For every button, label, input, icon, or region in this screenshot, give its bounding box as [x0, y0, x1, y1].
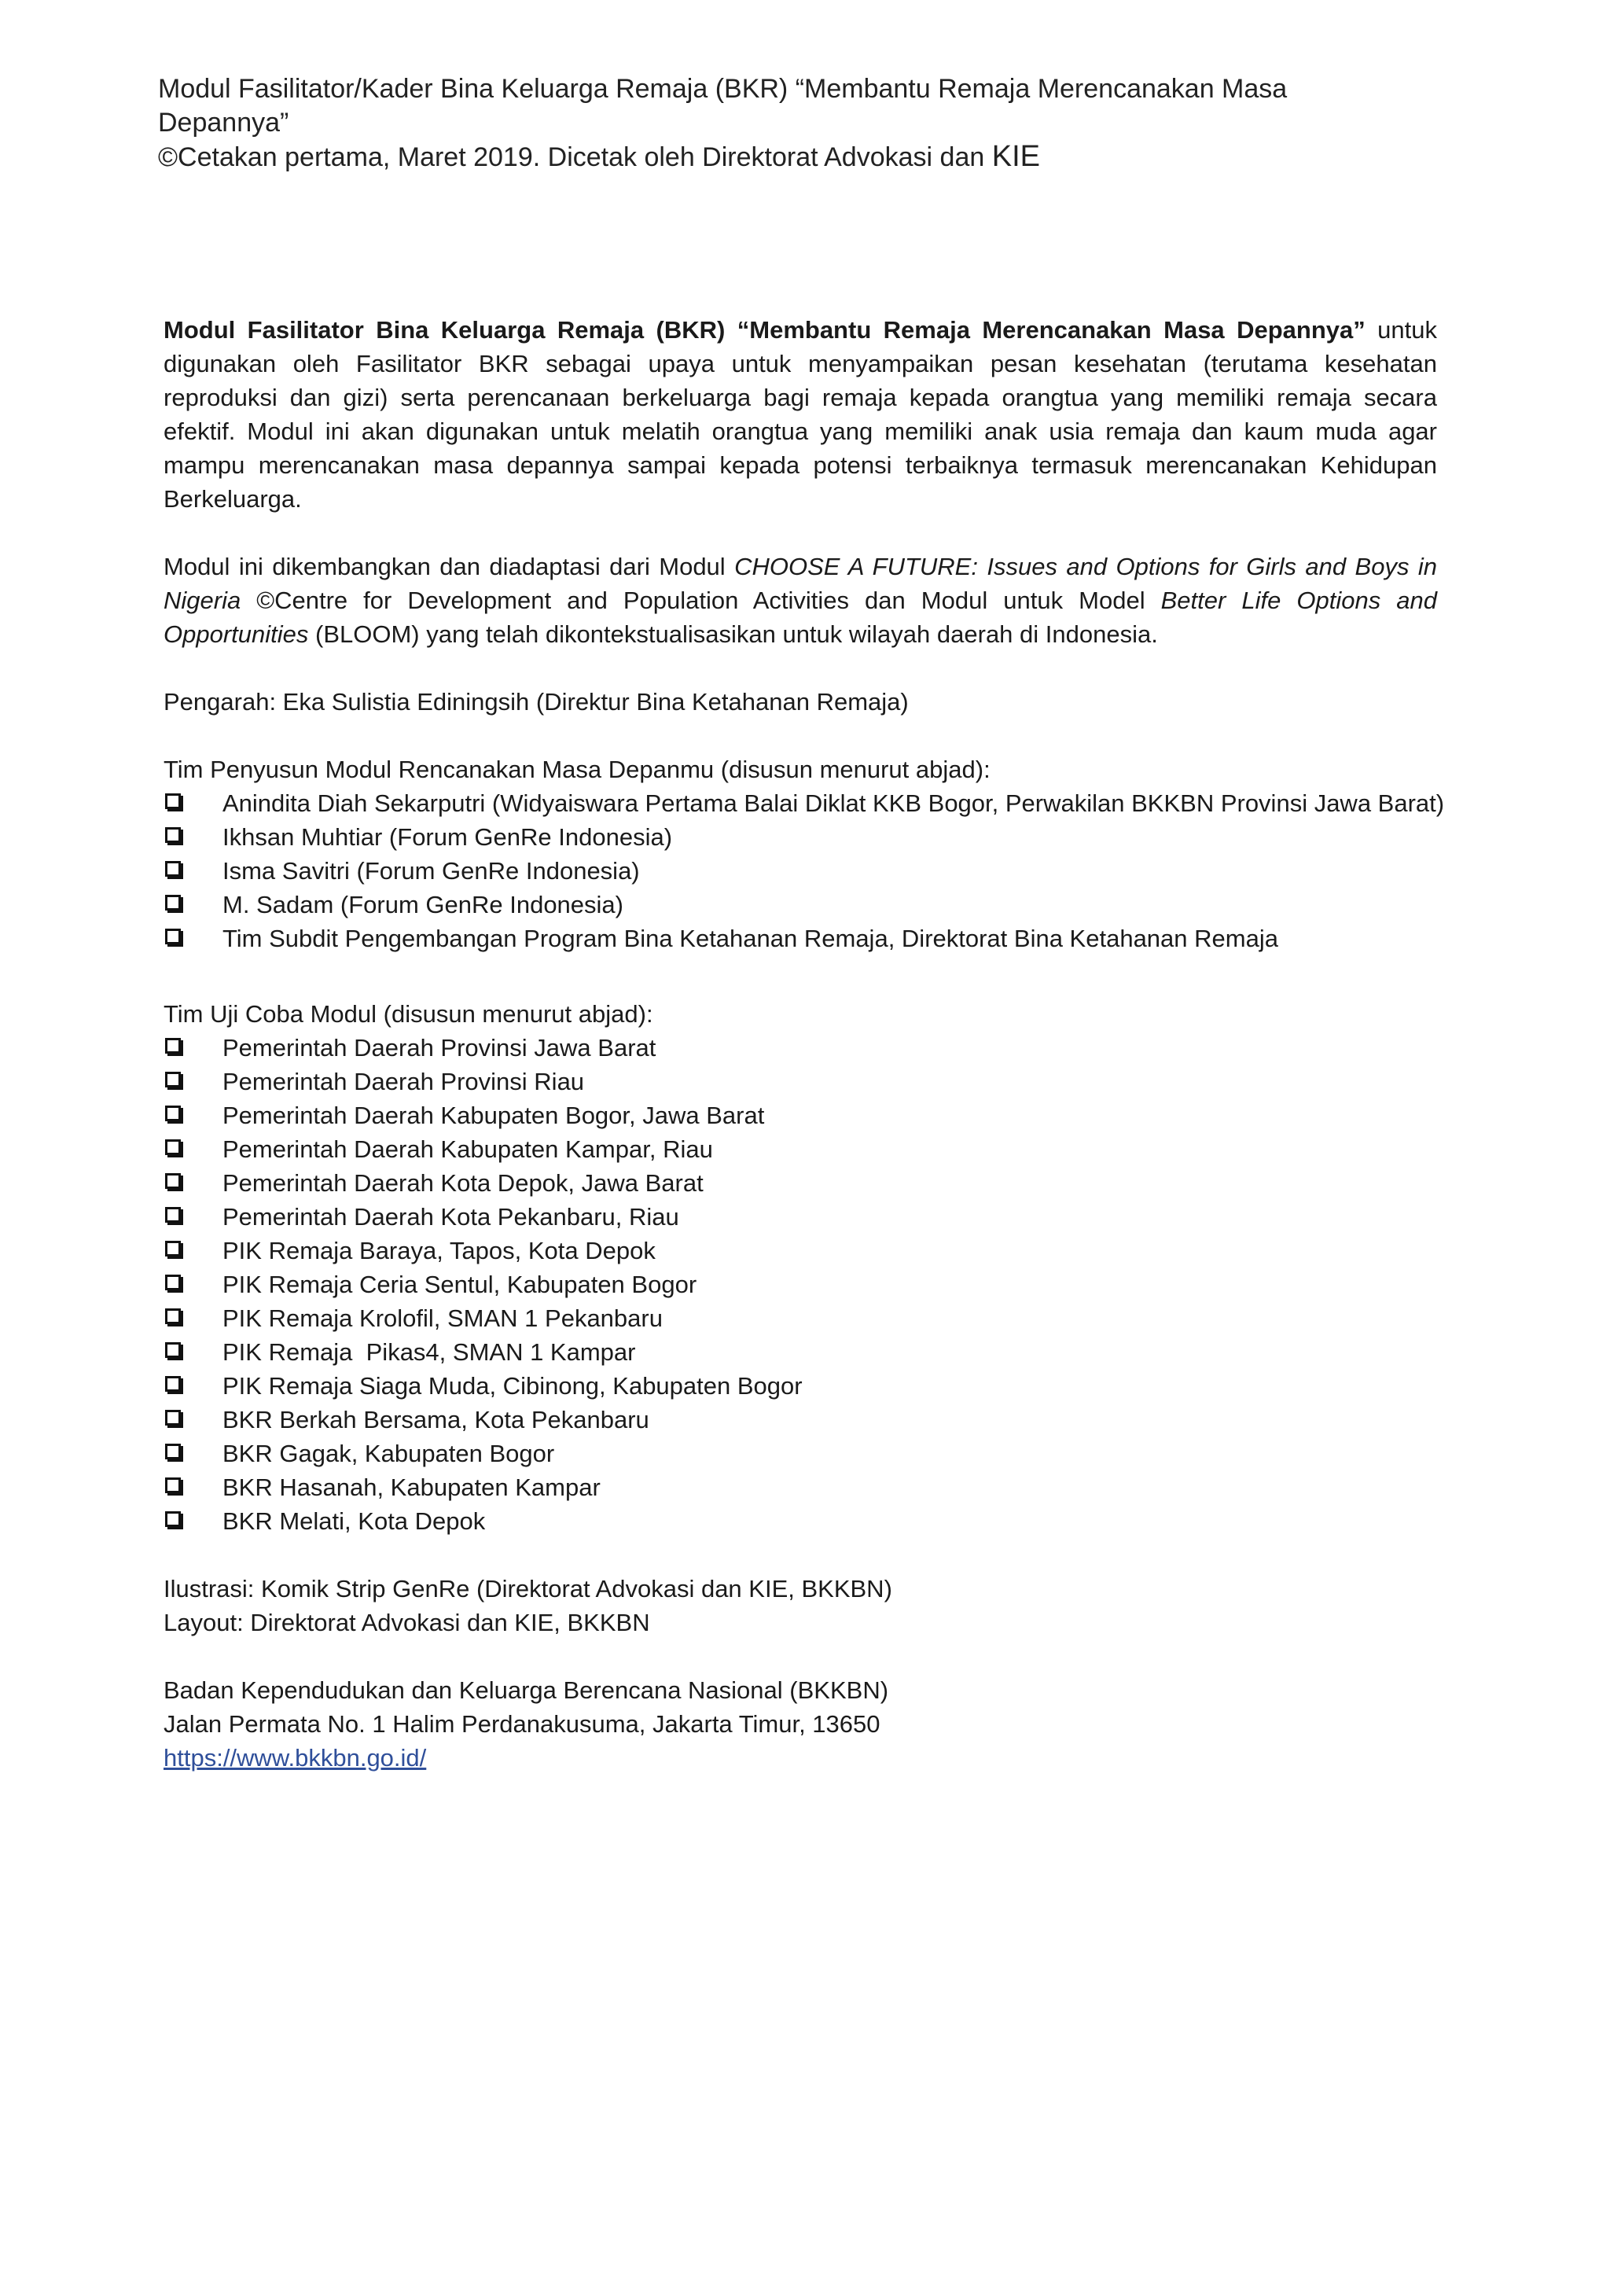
list-item-text: PIK Remaja Ceria Sentul, Kabupaten Bogor	[222, 1271, 697, 1298]
list-item	[164, 1200, 1437, 1234]
checkbox-bullet-icon	[165, 1342, 181, 1358]
list-item-text: Pemerintah Daerah Kabupaten Bogor, Jawa Barat	[222, 1102, 765, 1129]
header-title-line-2: Depannya”	[158, 108, 289, 138]
list-item-text: BKR Melati, Kota Depok	[222, 1507, 486, 1535]
list-item-text: Pemerintah Daerah Kabupaten Kampar, Riau	[222, 1135, 713, 1163]
list-item-text: Pemerintah Daerah Provinsi Riau	[222, 1068, 585, 1095]
publisher-name: Badan Kependudukan dan Keluarga Berencana Nasional (BKKBN)	[164, 1676, 889, 1704]
list-item	[164, 1234, 1437, 1268]
spacer	[164, 955, 1437, 989]
checkbox-bullet-icon	[165, 1072, 181, 1087]
intro-text: untuk digunakan oleh Fasilitator BKR sebagai upaya untuk menyampaikan pesan kesehatan (terutama kesehatan reproduksi dan gizi) serta perencanaan berkeluarga bagi remaja kepada orangtua yang memiliki remaja secara efektif. Modul ini akan digunakan untuk melatih orangtua yang memiliki anak usia remaja dan kaum muda agar mampu merencanakan masa depannya sampai kepada potensi terbaiknya termasuk merencanakan Kehidupan Berkeluarga.	[164, 316, 1437, 513]
intro-bold-title: Modul Fasilitator Bina Keluarga Remaja (BKR) “Membantu Remaja Merencanakan Masa Depannya”	[164, 316, 1366, 344]
header-kie: KIE	[991, 140, 1040, 173]
list-item-text: PIK Remaja Pikas4, SMAN 1 Kampar	[222, 1338, 636, 1366]
adaptation-text-3: (BLOOM) yang telah dikontekstualisasikan untuk wilayah daerah di Indonesia.	[308, 620, 1158, 648]
list-item-text: Isma Savitri (Forum GenRe Indonesia)	[222, 857, 640, 885]
ujicoba-title: Tim Uji Coba Modul (disusun menurut abjad):	[164, 1000, 653, 1028]
list-item	[164, 1504, 1437, 1538]
list-item	[164, 1437, 1437, 1470]
spacer	[164, 1538, 1437, 1572]
page-header	[158, 72, 1384, 175]
list-item	[164, 854, 1437, 888]
checkbox-bullet-icon	[165, 1477, 181, 1493]
spacer	[164, 1639, 1437, 1673]
spacer	[164, 989, 1437, 997]
ilustrasi-credit: Ilustrasi: Komik Strip GenRe (Direktorat Advokasi dan KIE, BKKBN)	[164, 1575, 892, 1602]
checkbox-bullet-icon	[165, 1038, 181, 1054]
list-item	[164, 1403, 1437, 1437]
list-item-text: Pemerintah Daerah Kota Pekanbaru, Riau	[222, 1203, 679, 1231]
checkbox-bullet-icon	[165, 861, 181, 877]
checkbox-bullet-icon	[165, 1410, 181, 1426]
checkbox-bullet-icon	[165, 1275, 181, 1290]
bkkbn-website-link[interactable]: https://www.bkkbn.go.id/	[164, 1744, 427, 1772]
intro-paragraph	[164, 313, 1437, 516]
list-item	[164, 1132, 1437, 1166]
checkbox-bullet-icon	[165, 1139, 181, 1155]
checkbox-bullet-icon	[165, 1173, 181, 1189]
list-item-text: BKR Gagak, Kabupaten Bogor	[222, 1440, 555, 1467]
checkbox-bullet-icon	[165, 929, 181, 944]
list-item	[164, 888, 1437, 922]
checkbox-bullet-icon	[165, 1207, 181, 1223]
list-item-text: Ikhsan Muhtiar (Forum GenRe Indonesia)	[222, 823, 673, 851]
spacer	[164, 651, 1437, 685]
list-item	[164, 1470, 1437, 1504]
penyusun-title: Tim Penyusun Modul Rencanakan Masa Depanmu (disusun menurut abjad):	[164, 756, 991, 783]
checkbox-bullet-icon	[165, 827, 181, 843]
pengarah-line: Pengarah: Eka Sulistia Ediningsih (Direktur Bina Ketahanan Remaja)	[164, 688, 909, 716]
header-print-info	[158, 140, 1384, 175]
penyusun-list	[164, 786, 1445, 955]
adaptation-italic-1: CHOOSE A FUTURE: Issues and Options for Girls and Boys in Nigeria	[164, 553, 1437, 614]
checkbox-bullet-icon	[165, 1444, 181, 1459]
checkbox-bullet-icon	[165, 1106, 181, 1121]
checkbox-bullet-icon	[165, 1241, 181, 1257]
list-item-text: Pemerintah Daerah Kota Depok, Jawa Barat	[222, 1169, 704, 1197]
adaptation-paragraph	[164, 550, 1437, 651]
list-item	[164, 1031, 1437, 1065]
document-body	[164, 313, 1445, 1775]
list-item	[164, 1335, 1437, 1369]
publisher-address: Jalan Permata No. 1 Halim Perdanakusuma, Jakarta Timur, 13650	[164, 1710, 880, 1738]
list-item	[164, 820, 1437, 854]
list-item-text: Pemerintah Daerah Provinsi Jawa Barat	[222, 1034, 656, 1062]
header-print-text: ©Cetakan pertama, Maret 2019. Dicetak oleh Direktorat Advokasi dan	[158, 142, 992, 172]
adaptation-italic-2: Better Life Options and Opportunities	[164, 587, 1437, 648]
list-item	[164, 922, 1437, 955]
list-item	[164, 1098, 1437, 1132]
list-item-text: Tim Subdit Pengembangan Program Bina Ketahanan Remaja, Direktorat Bina Ketahanan Remaja	[222, 925, 1278, 952]
list-item	[164, 1369, 1437, 1403]
layout-credit: Layout: Direktorat Advokasi dan KIE, BKKBN	[164, 1609, 650, 1636]
list-item	[164, 1301, 1437, 1335]
list-item	[164, 1268, 1437, 1301]
list-item-text: Anindita Diah Sekarputri (Widyaiswara Pertama Balai Diklat KKB Bogor, Perwakilan BKKBN Provinsi Jawa Barat)	[222, 789, 1445, 817]
ujicoba-list	[164, 1031, 1437, 1538]
checkbox-bullet-icon	[165, 895, 181, 911]
adaptation-text-1: Modul ini dikembangkan dan diadaptasi dari Modul	[164, 553, 735, 580]
checkbox-bullet-icon	[165, 1511, 181, 1527]
list-item-text: BKR Hasanah, Kabupaten Kampar	[222, 1474, 601, 1501]
publisher-link-line	[164, 1741, 1437, 1775]
list-item-text: BKR Berkah Bersama, Kota Pekanbaru	[222, 1406, 649, 1433]
list-item-text: M. Sadam (Forum GenRe Indonesia)	[222, 891, 623, 918]
header-title-line-1: Modul Fasilitator/Kader Bina Keluarga Remaja (BKR) “Membantu Remaja Merencanakan Masa	[158, 74, 1288, 104]
adaptation-text-2: ©Centre for Development and Population Activities dan Modul untuk Model	[241, 587, 1161, 614]
checkbox-bullet-icon	[165, 793, 181, 809]
list-item-text: PIK Remaja Siaga Muda, Cibinong, Kabupaten Bogor	[222, 1372, 803, 1400]
spacer	[164, 516, 1437, 550]
list-item	[164, 1065, 1437, 1098]
list-item	[164, 1166, 1437, 1200]
list-item-text: PIK Remaja Krolofil, SMAN 1 Pekanbaru	[222, 1304, 663, 1332]
checkbox-bullet-icon	[165, 1308, 181, 1324]
checkbox-bullet-icon	[165, 1376, 181, 1392]
spacer	[164, 719, 1437, 752]
list-item	[164, 786, 1445, 820]
list-item-text: PIK Remaja Baraya, Tapos, Kota Depok	[222, 1237, 656, 1264]
